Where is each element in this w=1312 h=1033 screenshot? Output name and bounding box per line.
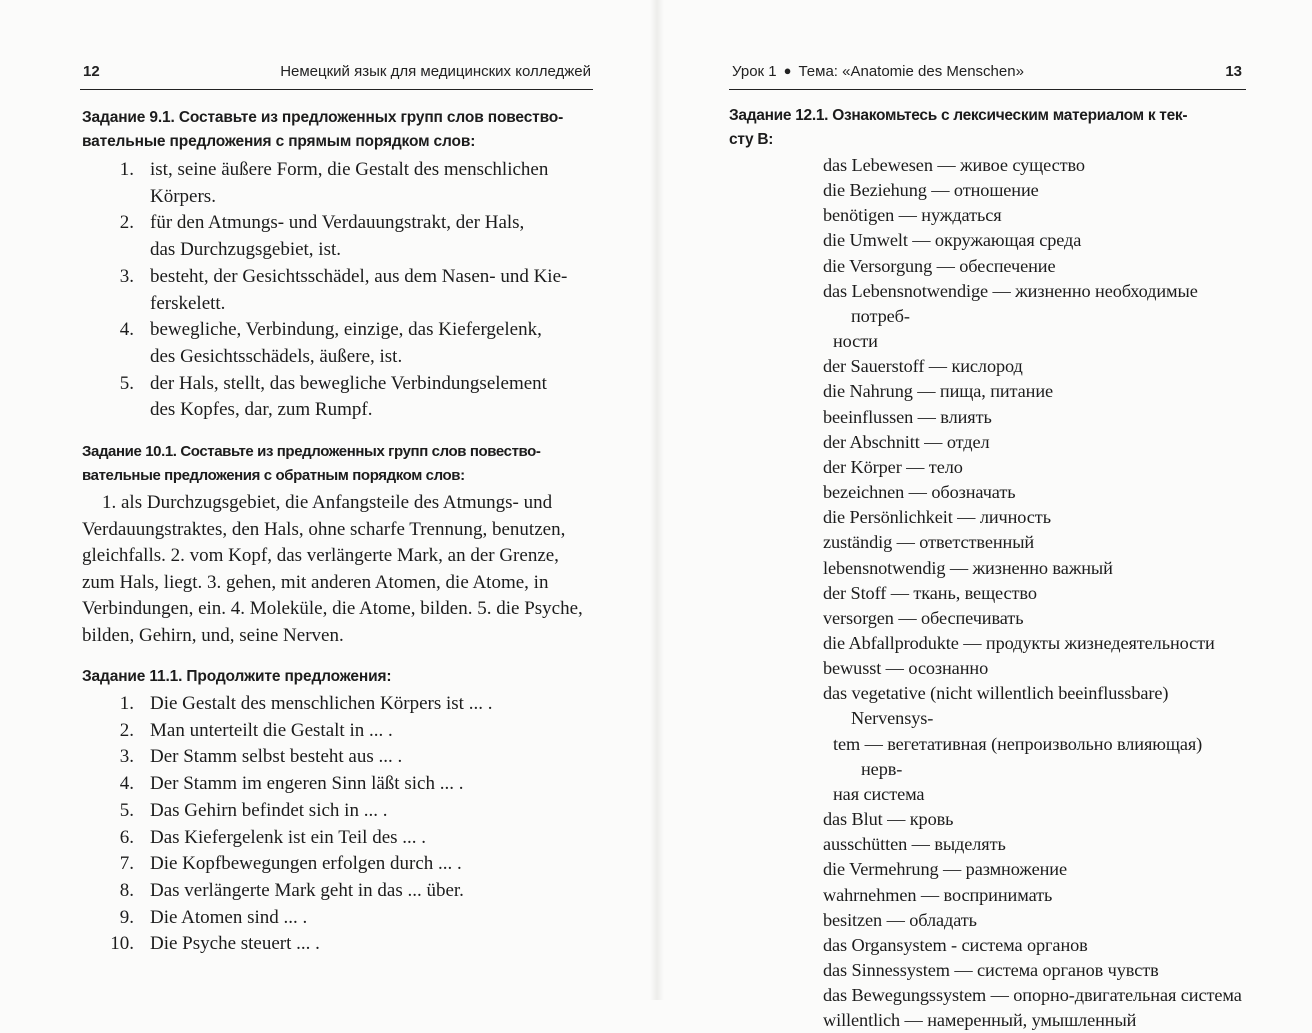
vocab-entry: der Stoff — ткань, вещество [823, 582, 1037, 603]
vocab-entry: die Umwelt — окружающая среда [823, 230, 1082, 251]
list-item: 7. Die Kopfbewegungen erfolgen durch ... . [119, 853, 462, 875]
vocab-entry-continuation: ная система [833, 783, 925, 804]
vocab-entry: willentlich — намеренный, умышленный [823, 1010, 1137, 1031]
vocab-entry-continuation: tem — вегетативная (непроизвольно влияющая) нерв- [833, 733, 1203, 779]
bullet-icon: ● [783, 63, 792, 78]
task-9-list [82, 157, 594, 424]
list-item: 6. Das Kiefergelenk ist ein Teil des ... . [119, 826, 427, 848]
task-heading: Задание 11.1. Продолжите предложения: [82, 668, 392, 685]
vocab-entry: das Organsystem - система органов [823, 934, 1088, 955]
vocab-entry: beeinflussen — влиять [823, 406, 992, 427]
vocab-entry: das Blut — кровь [823, 809, 954, 830]
vocab-entry: das Sinnessystem — система органов чувств [823, 960, 1159, 980]
list-item: 3. besteht, der Gesichtsschädel, aus dem Nasen- und Kie- ferskelett. [119, 265, 568, 314]
vocab-entry: das Lebewesen — живое существо [823, 155, 1085, 175]
list-item: 1. Die Gestalt des menschlichen Körpers ist ... . [119, 693, 493, 714]
page-header [80, 63, 593, 90]
vocab-entry-continuation: ности [833, 331, 878, 352]
right-page [656, 0, 1312, 1031]
vocab-entry: die Vermehrung — размножение [823, 859, 1067, 880]
list-item: 2. für den Atmungs- und Verdauungstrakt, der Hals, das Durchzugsgebiet, ist. [119, 212, 525, 261]
running-title: Немецкий язык для медицинских колледжей [280, 63, 591, 80]
list-item: 10. Die Psyche steuert ... . [110, 933, 320, 955]
vocab-entry: ausschütten — выделять [823, 834, 1006, 855]
list-item: 3. Der Stamm selbst besteht aus ... . [119, 746, 403, 768]
task-11-1 [82, 665, 594, 958]
vocab-entry: die Nahrung — пища, питание [823, 381, 1054, 402]
list-item: 4. Der Stamm im engeren Sinn läßt sich ... . [119, 773, 464, 795]
task-10-paragraph: 1. als Durchzugsgebiet, die Anfangsteile des Atmungs- und Verdauungstraktes, den Hals, ohne scharfe Trennung, benutzen, gleichfalls. 2. vom Kopf, das verlängerte Mark, an der Grenze, zum Hals, liegt. 3. gehen, mit anderen Atomen, die Atome, in Verbindungen, ein. 4. Moleküle, die Atome, bilden. 5. die Psyche, bilden, Gehirn, und, seine Nerven. [82, 492, 583, 646]
vocab-entry: der Sauerstoff — кислород [823, 356, 1023, 377]
list-item: 5. der Hals, stellt, das bewegliche Verbindungselement des Kopfes, dar, zum Rumpf. [119, 372, 547, 421]
list-item: 4. bewegliche, Verbindung, einzige, das Kiefergelenk, des Gesichtsschädels, äußere, ist. [119, 319, 542, 367]
page-number: 12 [83, 63, 100, 80]
left-page [0, 0, 656, 1000]
vocab-entry: bewusst — осознанно [823, 658, 989, 679]
vocab-entry: das Lebensnotwendige — жизненно необходимые потреб- [823, 280, 1198, 326]
list-item: 2. Man unterteilt die Gestalt in ... . [119, 719, 393, 741]
list-item: 5. Das Gehirn befindet sich in ... . [119, 799, 388, 821]
task-10-1 [82, 440, 594, 649]
list-item: 8. Das verlängerte Mark geht in das ... über. [119, 879, 464, 901]
vocab-entry: besitzen — обладать [823, 909, 977, 930]
vocab-entry: die Abfallprodukte — продукты жизнедеятельности [823, 632, 1215, 653]
vocab-entry: die Persönlichkeit — личность [823, 507, 1051, 528]
task-heading: Задание 9.1. Составьте из предложенных групп слов повество- вательные предложения с прямым порядком слов: [82, 109, 564, 150]
vocab-entry: zuständig — ответственный [823, 532, 1035, 553]
page-number: 13 [1225, 63, 1242, 80]
task-11-list [82, 691, 594, 958]
list-item: 1. ist, seine äußere Form, die Gestalt des menschlichen Körpers. [119, 159, 549, 207]
vocab-entry: die Beziehung — отношение [823, 180, 1039, 201]
task-heading: Задание 10.1. Составьте из предложенных групп слов повество- вательные предложения с обратным порядком слов: [82, 443, 541, 484]
vocab-entry: das vegetative (nicht willentlich beeinflussbare) Nervensys- [823, 683, 1169, 729]
vocab-entry: der Abschnitt — отдел [823, 431, 990, 452]
vocabulary-list [729, 153, 1247, 1033]
vocab-entry: die Versorgung — обеспечение [823, 255, 1056, 276]
task-heading: Задание 12.1. Ознакомьтесь с лексическим материалом к тек- сту В: [729, 107, 1188, 148]
vocab-entry: bezeichnen — обозначать [823, 482, 1016, 503]
list-item: 9. Die Atomen sind ... . [119, 906, 308, 928]
page-header [729, 63, 1246, 90]
vocab-entry: lebensnotwendig — жизненно важный [823, 557, 1113, 578]
vocab-entry: benötigen — нуждаться [823, 205, 1002, 226]
vocab-entry: versorgen — обеспечивать [823, 607, 1024, 628]
vocab-entry: wahrnehmen — воспринимать [823, 884, 1053, 905]
vocab-entry: das Bewegungssystem — опорно-двигательная система [823, 985, 1242, 1006]
vocab-entry: der Körper — тело [823, 456, 963, 477]
task-9-1 [82, 106, 594, 424]
task-12-1 [729, 104, 1247, 1033]
running-title: Урок 1 ● Тема: «Anatomie des Menschen» [732, 63, 1024, 80]
